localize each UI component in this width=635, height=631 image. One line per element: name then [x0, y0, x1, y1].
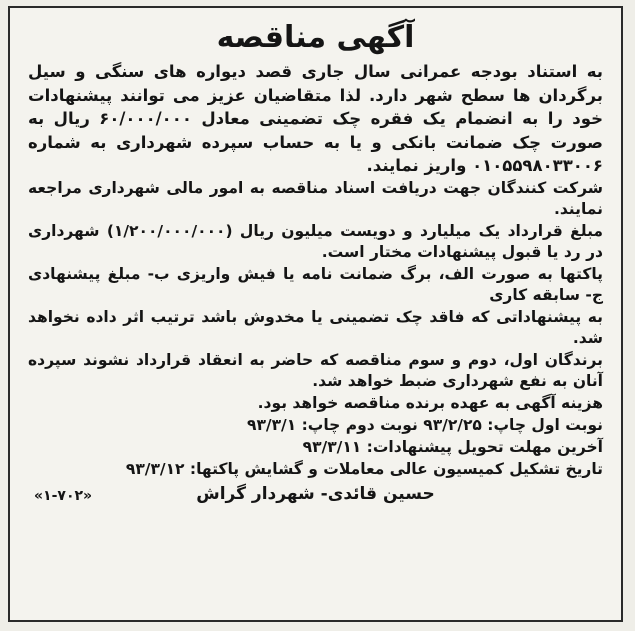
schedule-commission-date: تاریخ تشکیل کمیسیون عالی معاملات و گشایش پاکتها: ۹۳/۳/۱۲ — [125, 460, 603, 478]
signature-text: حسین قائدی- شهردار گراش — [196, 484, 435, 504]
notice-paragraph-invalid-bids: به پیشنهاداتی که فاقد چک تضمینی یا مخدوش باشد ترتیب اثر داده نخواهد شد. — [28, 307, 603, 347]
notice-title: آگهی مناقصه — [216, 20, 415, 55]
notice-paragraph-contract-amount: مبلغ قرارداد یک میلیارد و دویست میلیون ریال (۱/۲۰۰/۰۰۰/۰۰۰) شهرداری در رد یا قبول پیشنهادات مختار است. — [28, 221, 603, 261]
notice-paragraph-budget: به استناد بودجه عمرانی سال جاری قصد دیواره های سنگی و سیل برگردان ها سطح شهر دارد. لذا متقاضیان عزیز می توانند پیشنهادات خود را به انضمام یک فقره چک تضمینی معادل ۶۰/۰۰۰/۰۰۰ ریال به صورت چک ضمانت بانکی و یا به حساب سپرده شهرداری به شماره ۰۱۰۵۵۹۸۰۳۳۰۰۶ واریز نمایند. — [28, 62, 603, 175]
notice-paragraph-documents: شرکت کنندگان جهت دریافت اسناد مناقصه به امور مالی شهرداری مراجعه نمایند. — [28, 178, 603, 218]
notice-code: «۱-۷۰۲» — [34, 488, 93, 504]
schedule-submission-deadline: آخرین مهلت تحویل پیشنهادات: ۹۳/۳/۱۱ — [302, 438, 603, 456]
signature-block — [28, 482, 603, 506]
notice-content — [28, 18, 603, 506]
notice-frame — [8, 6, 623, 622]
notice-paragraph-envelopes: پاکتها به صورت الف، برگ ضمانت نامه یا فیش واریزی ب- مبلغ پیشنهادی ج- سابقه کاری — [28, 264, 603, 304]
schedule-publication-dates: نوبت اول چاپ: ۹۳/۲/۲۵ نوبت دوم چاپ: ۹۳/۳/۱ — [247, 416, 603, 434]
notice-paragraph-ad-cost: هزینه آگهی به عهده برنده مناقصه خواهد بود. — [257, 393, 603, 412]
notice-paragraph-winners: برندگان اول، دوم و سوم مناقصه که حاضر به انعقاد قرارداد نشوند سپرده آنان به نفع شهرداری ضبط خواهد شد. — [28, 350, 603, 390]
